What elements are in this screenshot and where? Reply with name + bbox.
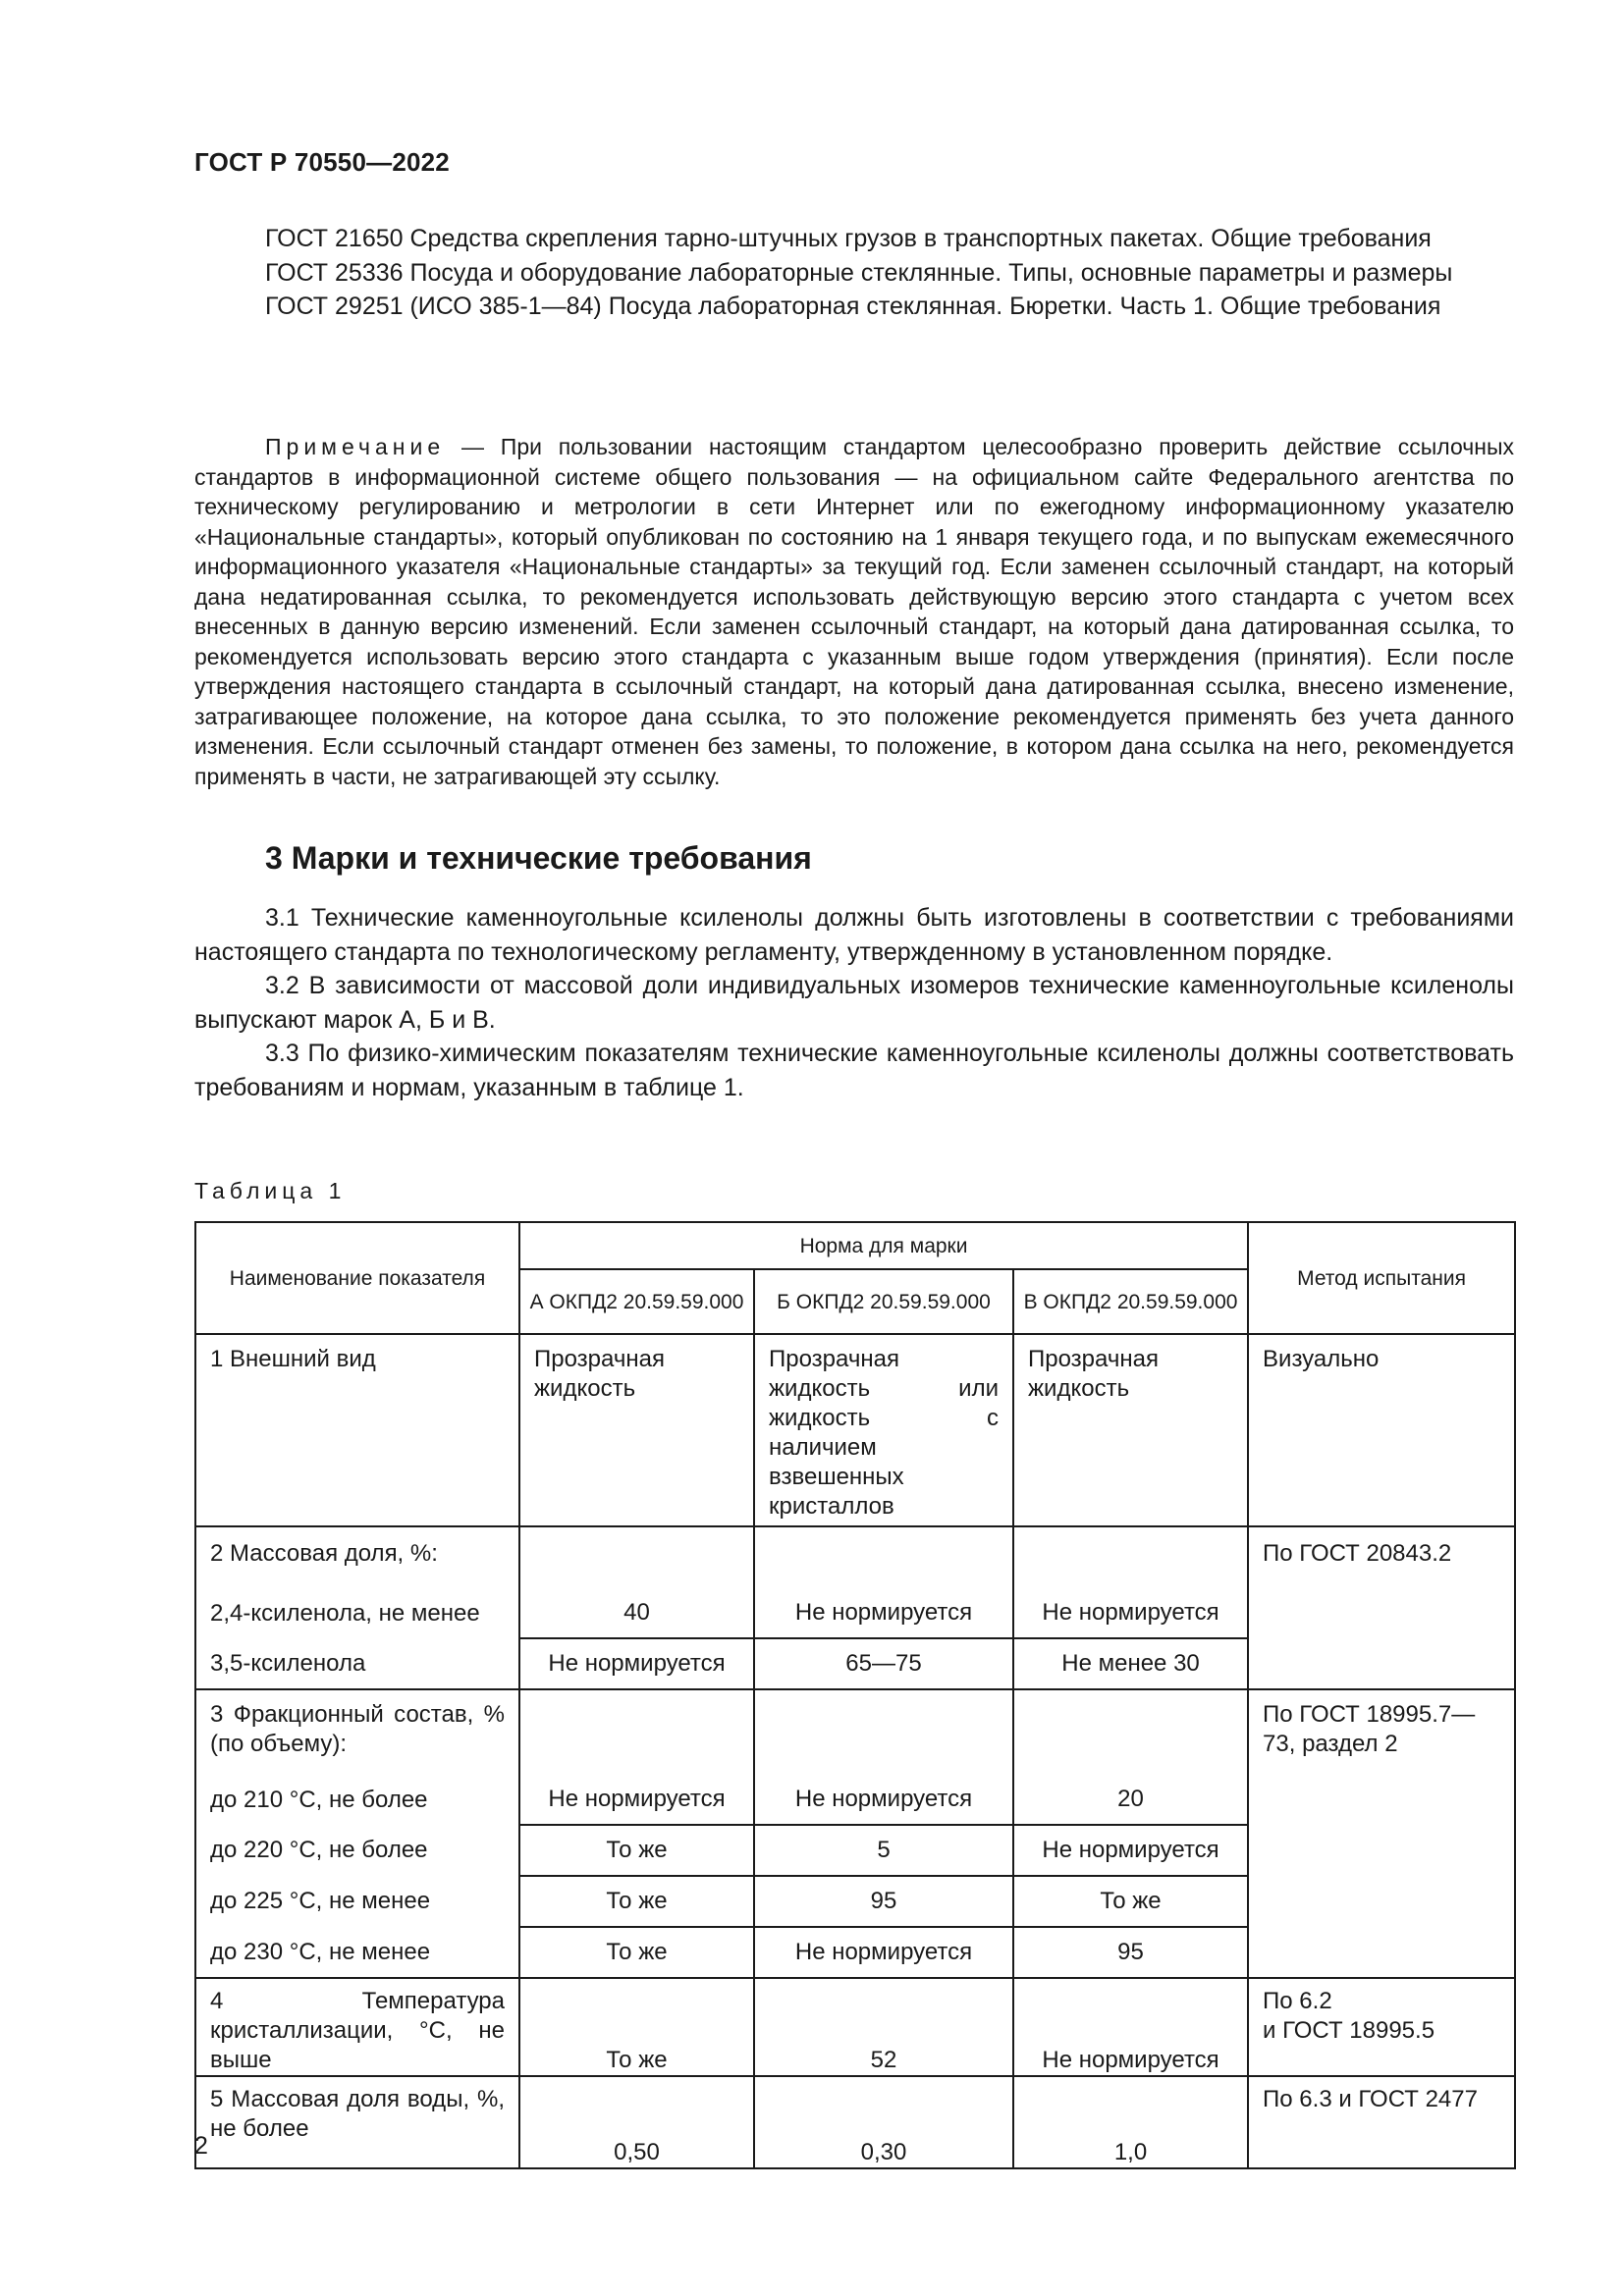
table-row [195,1978,1515,2076]
header-method: Метод испытания [1248,1222,1515,1334]
header-grade-a: А ОКПД2 20.59.59.000 [519,1269,754,1334]
grade-a-value: То же [519,1825,754,1876]
grade-a-value: То же [519,1927,754,1978]
grade-v-value: 20 [1013,1775,1248,1825]
grade-b-value: Прозрачная жидкость или жидкость с наличием взвешенных кристаллов [754,1334,1013,1526]
method-value: Визуально [1248,1334,1515,1526]
note-label: Примечание [265,434,446,459]
row-name: до 210 °С, не более [195,1775,519,1825]
grade-b-value: 0,30 [754,2076,1013,2168]
grade-v-value: 95 [1013,1927,1248,1978]
grade-b-value: 52 [754,1978,1013,2076]
grade-v-value: 1,0 [1013,2076,1248,2168]
table-row [195,2076,1515,2168]
grade-b-value: 65—75 [754,1638,1013,1689]
document-header: ГОСТ Р 70550—2022 [194,147,450,177]
row-name: 5 Массовая доля воды, %, не более [195,2076,519,2168]
row-name: до 220 °С, не более [195,1825,519,1876]
grade-a-value: То же [519,1876,754,1927]
method-value: По 6.3 и ГОСТ 2477 [1248,2076,1515,2168]
grade-v-value: То же [1013,1876,1248,1927]
page-number: 2 [194,2132,208,2160]
grade-b-value: 5 [754,1825,1013,1876]
grade-v-value: Прозрачная жидкость [1013,1334,1248,1526]
grade-a-value: То же [519,1978,754,2076]
grade-v-value: Не менее 30 [1013,1638,1248,1689]
row-name: 2,4-ксиленола, не менее [195,1588,519,1638]
grade-a-value: 40 [519,1588,754,1638]
table-row [195,1526,1515,1588]
reference-item: ГОСТ 29251 (ИСО 385-1—84) Посуда лабораторная стеклянная. Бюретки. Часть 1. Общие требования [265,293,1441,320]
note-paragraph [194,432,1514,791]
row-name: 3,5-ксиленола [195,1638,519,1689]
row-name: 2 Массовая доля, %: [195,1526,519,1588]
requirement-item: 3.3 По физико-химическим показателям технические каменноугольные ксиленолы должны соответствовать требованиям и нормам, указанным в таблице 1. [194,1040,1514,1101]
note-text: — При пользовании настоящим стандартом целесообразно проверить действие ссылочных стандартов в информационной системе общего пользования — на официальном сайте Федерального агентства по техническому регулированию и метрологии в сети Интернет или по ежегодному информационному указателю «Национальные стандарты», который опубликован по состоянию на 1 января текущего года, и по выпускам ежемесячного информационного указателя «Национальные стандарты» за текущий год. Если заменен ссылочный стандарт, на который дана недатированная ссылка, то рекомендуется использовать действующую версию этого стандарта с учетом всех внесенных в данную версию изменений. Если заменен ссылочный стандарт, на который дана датированная ссылка, то рекомендуется использовать версию этого стандарта с указанным выше годом утверждения (принятия). Если после утверждения настоящего стандарта в ссылочный стандарт, на который дана датированная ссылка, внесено изменение, затрагивающее положение, на которое дана ссылка, то это положение рекомендуется применять без учета данного изменения. Если ссылочный стандарт отменен без замены, то положение, в котором дана ссылка на него, рекомендуется применять в части, не затрагивающей эту ссылку. [194,434,1514,789]
grade-a-value: 0,50 [519,2076,754,2168]
method-value: По ГОСТ 20843.2 [1248,1526,1515,1689]
requirement-item: 3.2 В зависимости от массовой доли индивидуальных изомеров технические каменноугольные ксиленолы выпускают марок А, Б и В. [194,972,1514,1034]
grade-v-value: Не нормируется [1013,1978,1248,2076]
header-indicator: Наименование показателя [195,1222,519,1334]
table-caption: Таблица 1 [194,1178,347,1203]
header-norm-group: Норма для марки [519,1222,1248,1269]
grade-b-value: 95 [754,1876,1013,1927]
reference-item: ГОСТ 25336 Посуда и оборудование лабораторные стеклянные. Типы, основные параметры и размеры [265,258,1453,287]
grade-b-value: Не нормируется [754,1775,1013,1825]
row-name: 3 Фракционный состав, % (по объему): [195,1689,519,1775]
grade-v-value: Не нормируется [1013,1825,1248,1876]
row-name: 4 Температура кристаллизации, °С, не выше [195,1978,519,2076]
grade-b-value: Не нормируется [754,1588,1013,1638]
grade-a-value: Не нормируется [519,1638,754,1689]
row-name: до 225 °С, не менее [195,1876,519,1927]
row-name: до 230 °С, не менее [195,1927,519,1978]
requirement-item: 3.1 Технические каменноугольные ксиленолы должны быть изготовлены в соответствии с требованиями настоящего стандарта по технологическому регламенту, утвержденному в установленном порядке. [194,904,1514,966]
requirements [194,901,1514,1104]
specification-table [194,1221,1516,2169]
method-value [1248,1978,1515,2076]
grade-b-value: Не нормируется [754,1927,1013,1978]
section-title: 3 Марки и технические требования [265,840,812,876]
normative-references [194,222,1514,324]
row-name: 1 Внешний вид [195,1334,519,1526]
reference-item: ГОСТ 21650 Средства скрепления тарно-штучных грузов в транспортных пакетах. Общие требования [265,225,1432,252]
grade-v-value: Не нормируется [1013,1588,1248,1638]
grade-a-value: Прозрачная жидкость [519,1334,754,1526]
header-grade-v: В ОКПД2 20.59.59.000 [1013,1269,1248,1334]
header-grade-b: Б ОКПД2 20.59.59.000 [754,1269,1013,1334]
method-value: По ГОСТ 18995.7—73, раздел 2 [1248,1689,1515,1978]
method-line: По 6.2 [1263,1988,1332,2014]
method-line: и ГОСТ 18995.5 [1263,2017,1435,2044]
table-row [195,1689,1515,1775]
table-row [195,1334,1515,1526]
grade-a-value: Не нормируется [519,1775,754,1825]
